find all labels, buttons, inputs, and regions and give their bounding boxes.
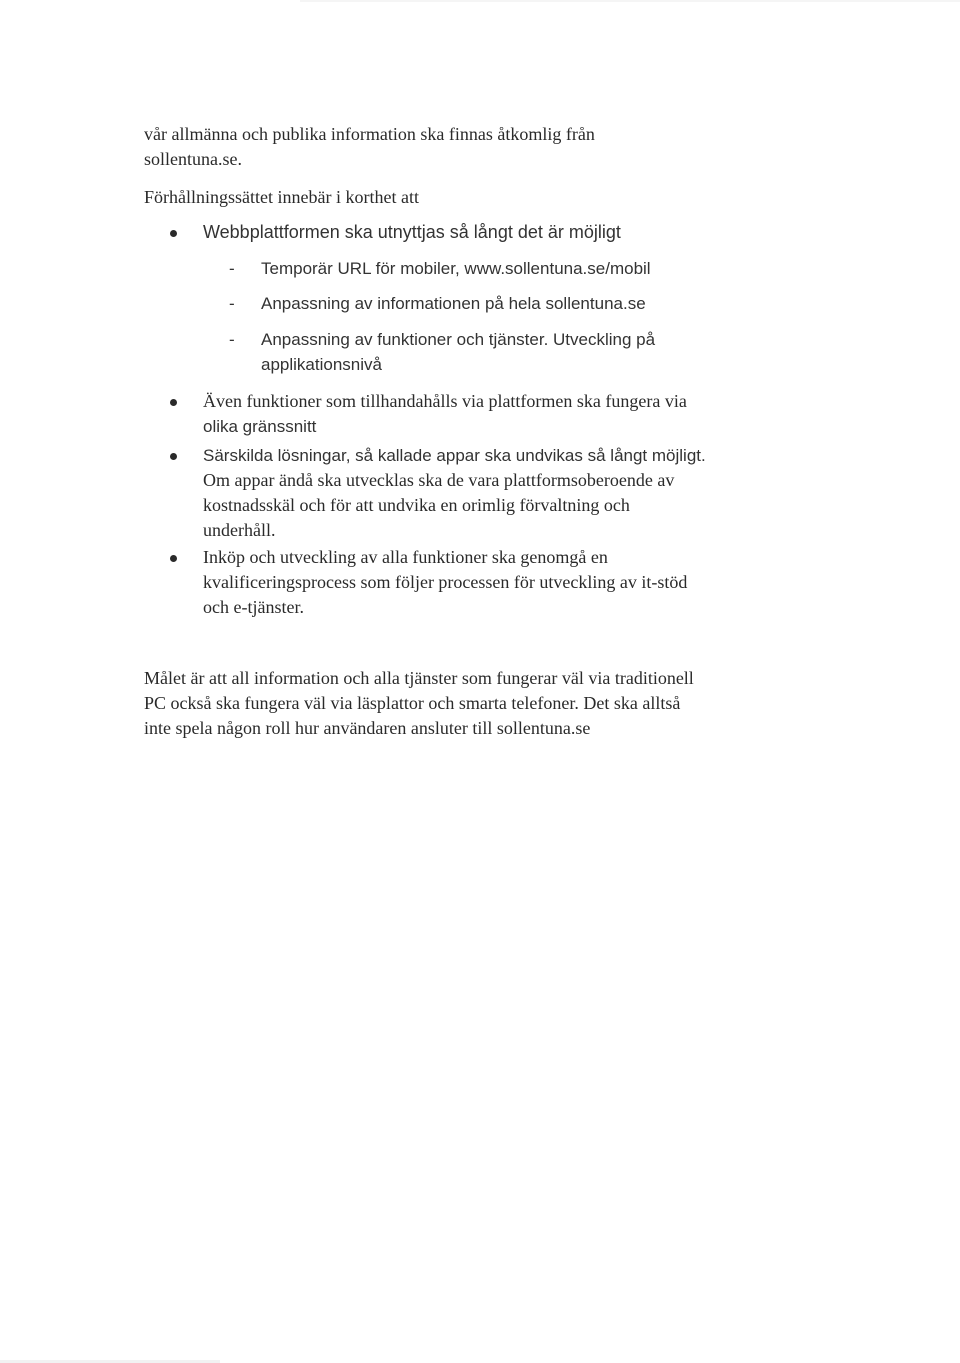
bullet-dot-icon — [170, 230, 177, 237]
intro-line: sollentuna.se. — [144, 149, 242, 169]
bullet-line: Webbplattformen ska utnyttjas så långt det är möjligt — [203, 222, 621, 242]
dash-text — [261, 291, 731, 316]
goal-paragraph — [144, 666, 764, 741]
goal-line: PC också ska fungera väl via läsplattor och smarta telefoner. Det ska alltså — [144, 693, 681, 713]
dash-line: Anpassning av funktioner och tjänster. Utveckling på — [261, 330, 656, 349]
dash-line: applikationsnivå — [261, 355, 382, 374]
dash-mark: - — [229, 259, 235, 278]
scan-edge-top — [300, 0, 960, 2]
bullet-dot-icon — [170, 555, 177, 562]
dash-mark: - — [229, 294, 235, 313]
bullet-dot-icon — [170, 453, 177, 460]
goal-line: inte spela någon roll hur användaren ansluter till sollentuna.se — [144, 718, 591, 738]
bullet-dot-icon — [170, 399, 177, 406]
bullet-text — [203, 220, 783, 245]
bullet-line: Inköp och utveckling av alla funktioner ska genomgå en — [203, 547, 608, 567]
approach-heading — [144, 185, 764, 210]
bullet-text — [203, 443, 783, 543]
bullet-line: kvalificeringsprocess som följer processen för utveckling av it-stöd — [203, 572, 688, 592]
bullet-line: olika gränssnitt — [203, 417, 317, 436]
approach-heading-text: Förhållningssättet innebär i korthet att — [144, 187, 419, 207]
intro-line: vår allmänna och publika information ska finnas åtkomlig från — [144, 124, 595, 144]
dash-text — [261, 327, 731, 377]
bullet-line: Särskilda lösningar, så kallade appar ska undvikas så långt möjligt. — [203, 446, 706, 465]
bullet-line: Även funktioner som tillhandahålls via plattformen ska fungera via — [203, 391, 687, 411]
bullet-text — [203, 545, 783, 620]
dash-mark: - — [229, 330, 235, 349]
bullet-line: underhåll. — [203, 520, 276, 540]
bullet-line: Om appar ändå ska utvecklas ska de vara plattformsoberoende av — [203, 470, 675, 490]
bullet-text — [203, 389, 783, 439]
intro-paragraph — [144, 122, 764, 172]
dash-line: Anpassning av informationen på hela sollentuna.se — [261, 294, 646, 313]
bullet-line: kostnadsskäl och för att undvika en orimlig förvaltning och — [203, 495, 630, 515]
dash-text — [261, 256, 731, 281]
goal-line: Målet är att all information och alla tjänster som fungerar väl via traditionell — [144, 668, 694, 688]
dash-line: Temporär URL för mobiler, www.sollentuna.se/mobil — [261, 259, 651, 278]
bullet-line: och e-tjänster. — [203, 597, 304, 617]
